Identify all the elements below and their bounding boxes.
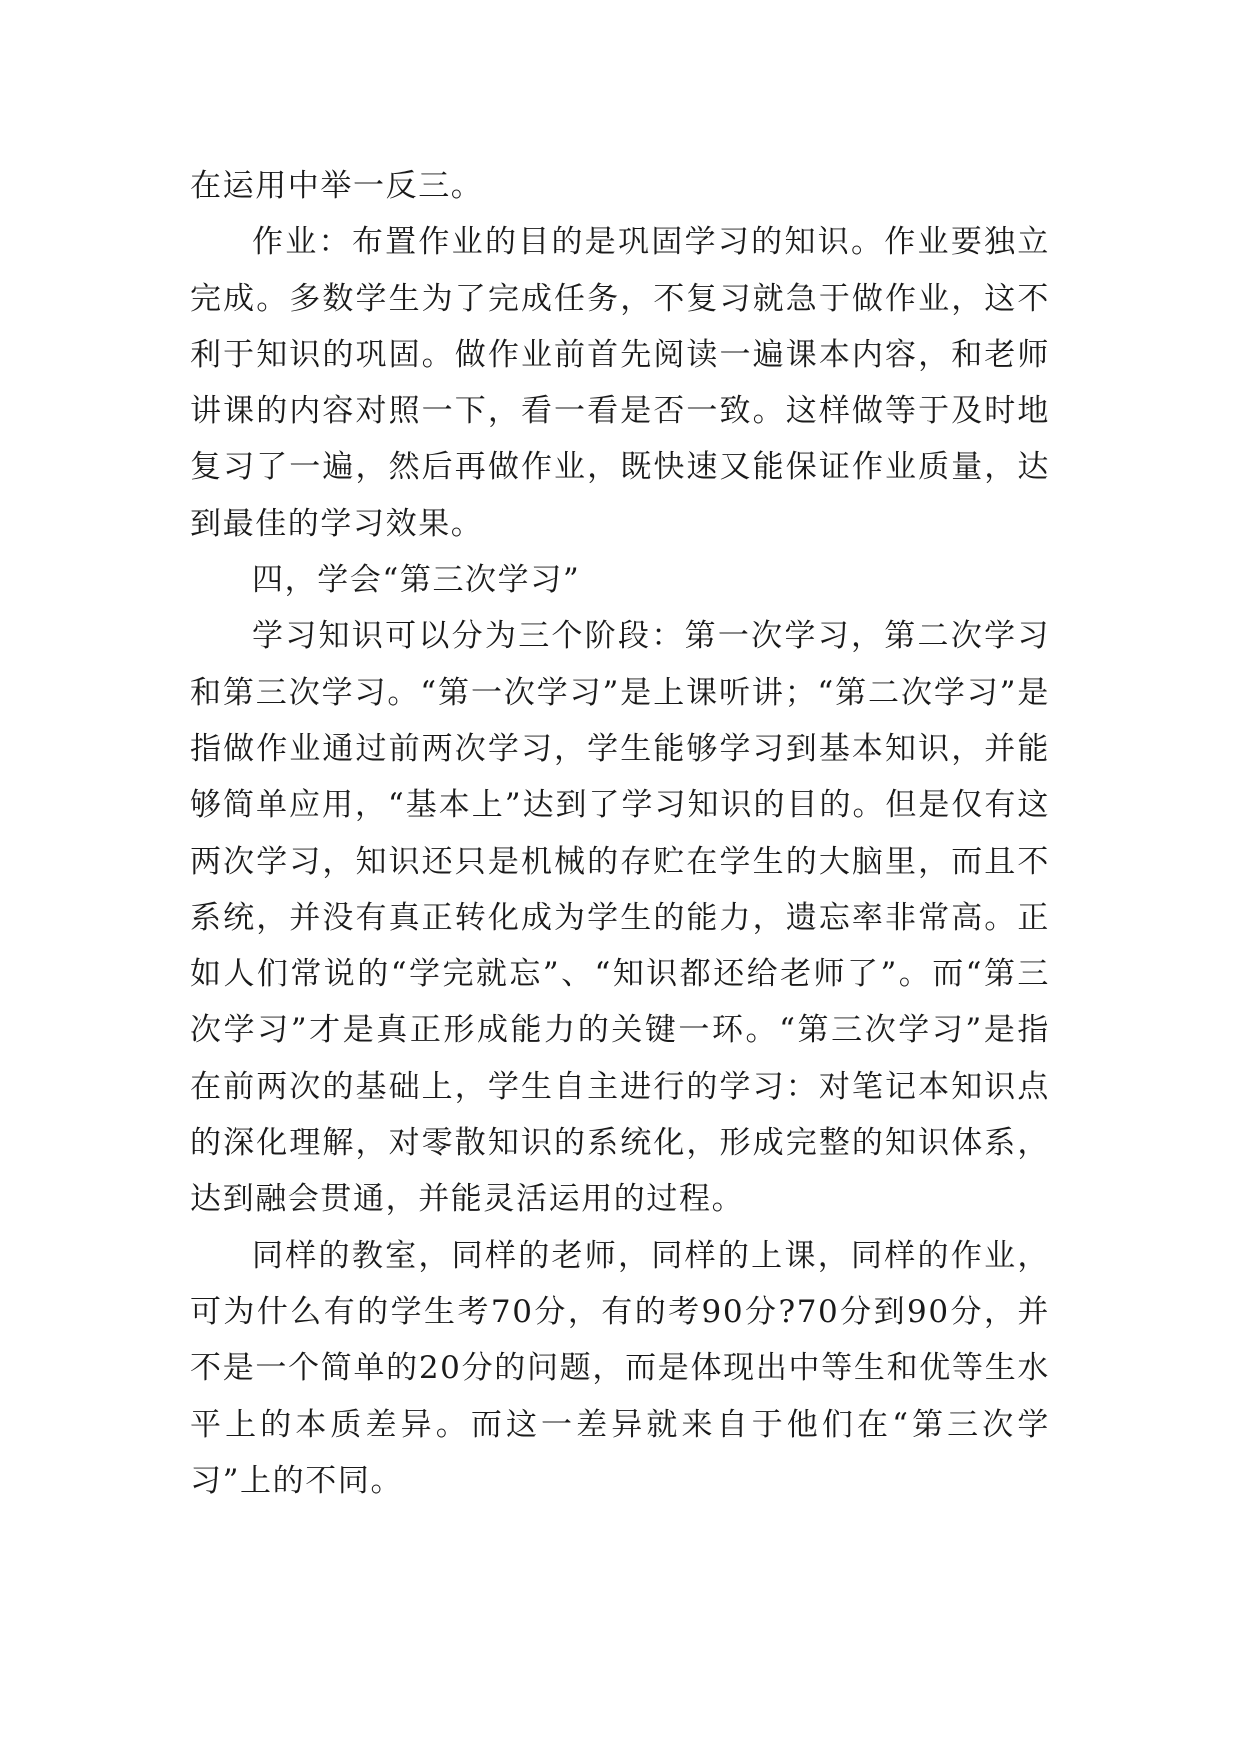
section-heading: 四，学会“第三次学习” [252,562,581,599]
paragraph-homework: 作业：布置作业的目的是巩固学习的知识。作业要独立完成。多数学生为了完成任务，不复习就急于做作业，这不利于知识的巩固。做作业前首先阅读一遍课本内容，和老师讲课的内容对照一下，看一看是否一致。这样做等于及时地复习了一遍，然后再做作业，既快速又能保证作业质量，达到最佳的学习效果。 [190,224,1050,542]
document-body [190,158,1050,1509]
paragraph-continuation: 在运用中举一反三。 [190,168,484,204]
paragraph-three-stages: 学习知识可以分为三个阶段：第一次学习，第二次学习和第三次学习。“第一次学习”是上课听讲；“第二次学习”是指做作业通过前两次学习，学生能够学习到基本知识，并能够简单应用，“基本上”达到了学习知识的目的。但是仅有这两次学习，知识还只是机械的存贮在学生的大脑里，而且不系统，并没有真正转化成为学生的能力，遗忘率非常高。正如人们常说的“学完就忘”、“知识都还给老师了”。而“第三次学习”才是真正形成能力的关键一环。“第三次学习”是指在前两次的基础上，学生自主进行的学习：对笔记本知识点的深化理解，对零散知识的系统化，形成完整的知识体系，达到融会贯通，并能灵活运用的过程。 [190,618,1050,1218]
paragraph-score-difference: 同样的教室，同样的老师，同样的上课，同样的作业，可为什么有的学生考70分，有的考90分?70分到90分，并不是一个简单的20分的问题，而是体现出中等生和优等生水平上的本质差异。而这一差异就来自于他们在“第三次学习”上的不同。 [190,1237,1050,1499]
